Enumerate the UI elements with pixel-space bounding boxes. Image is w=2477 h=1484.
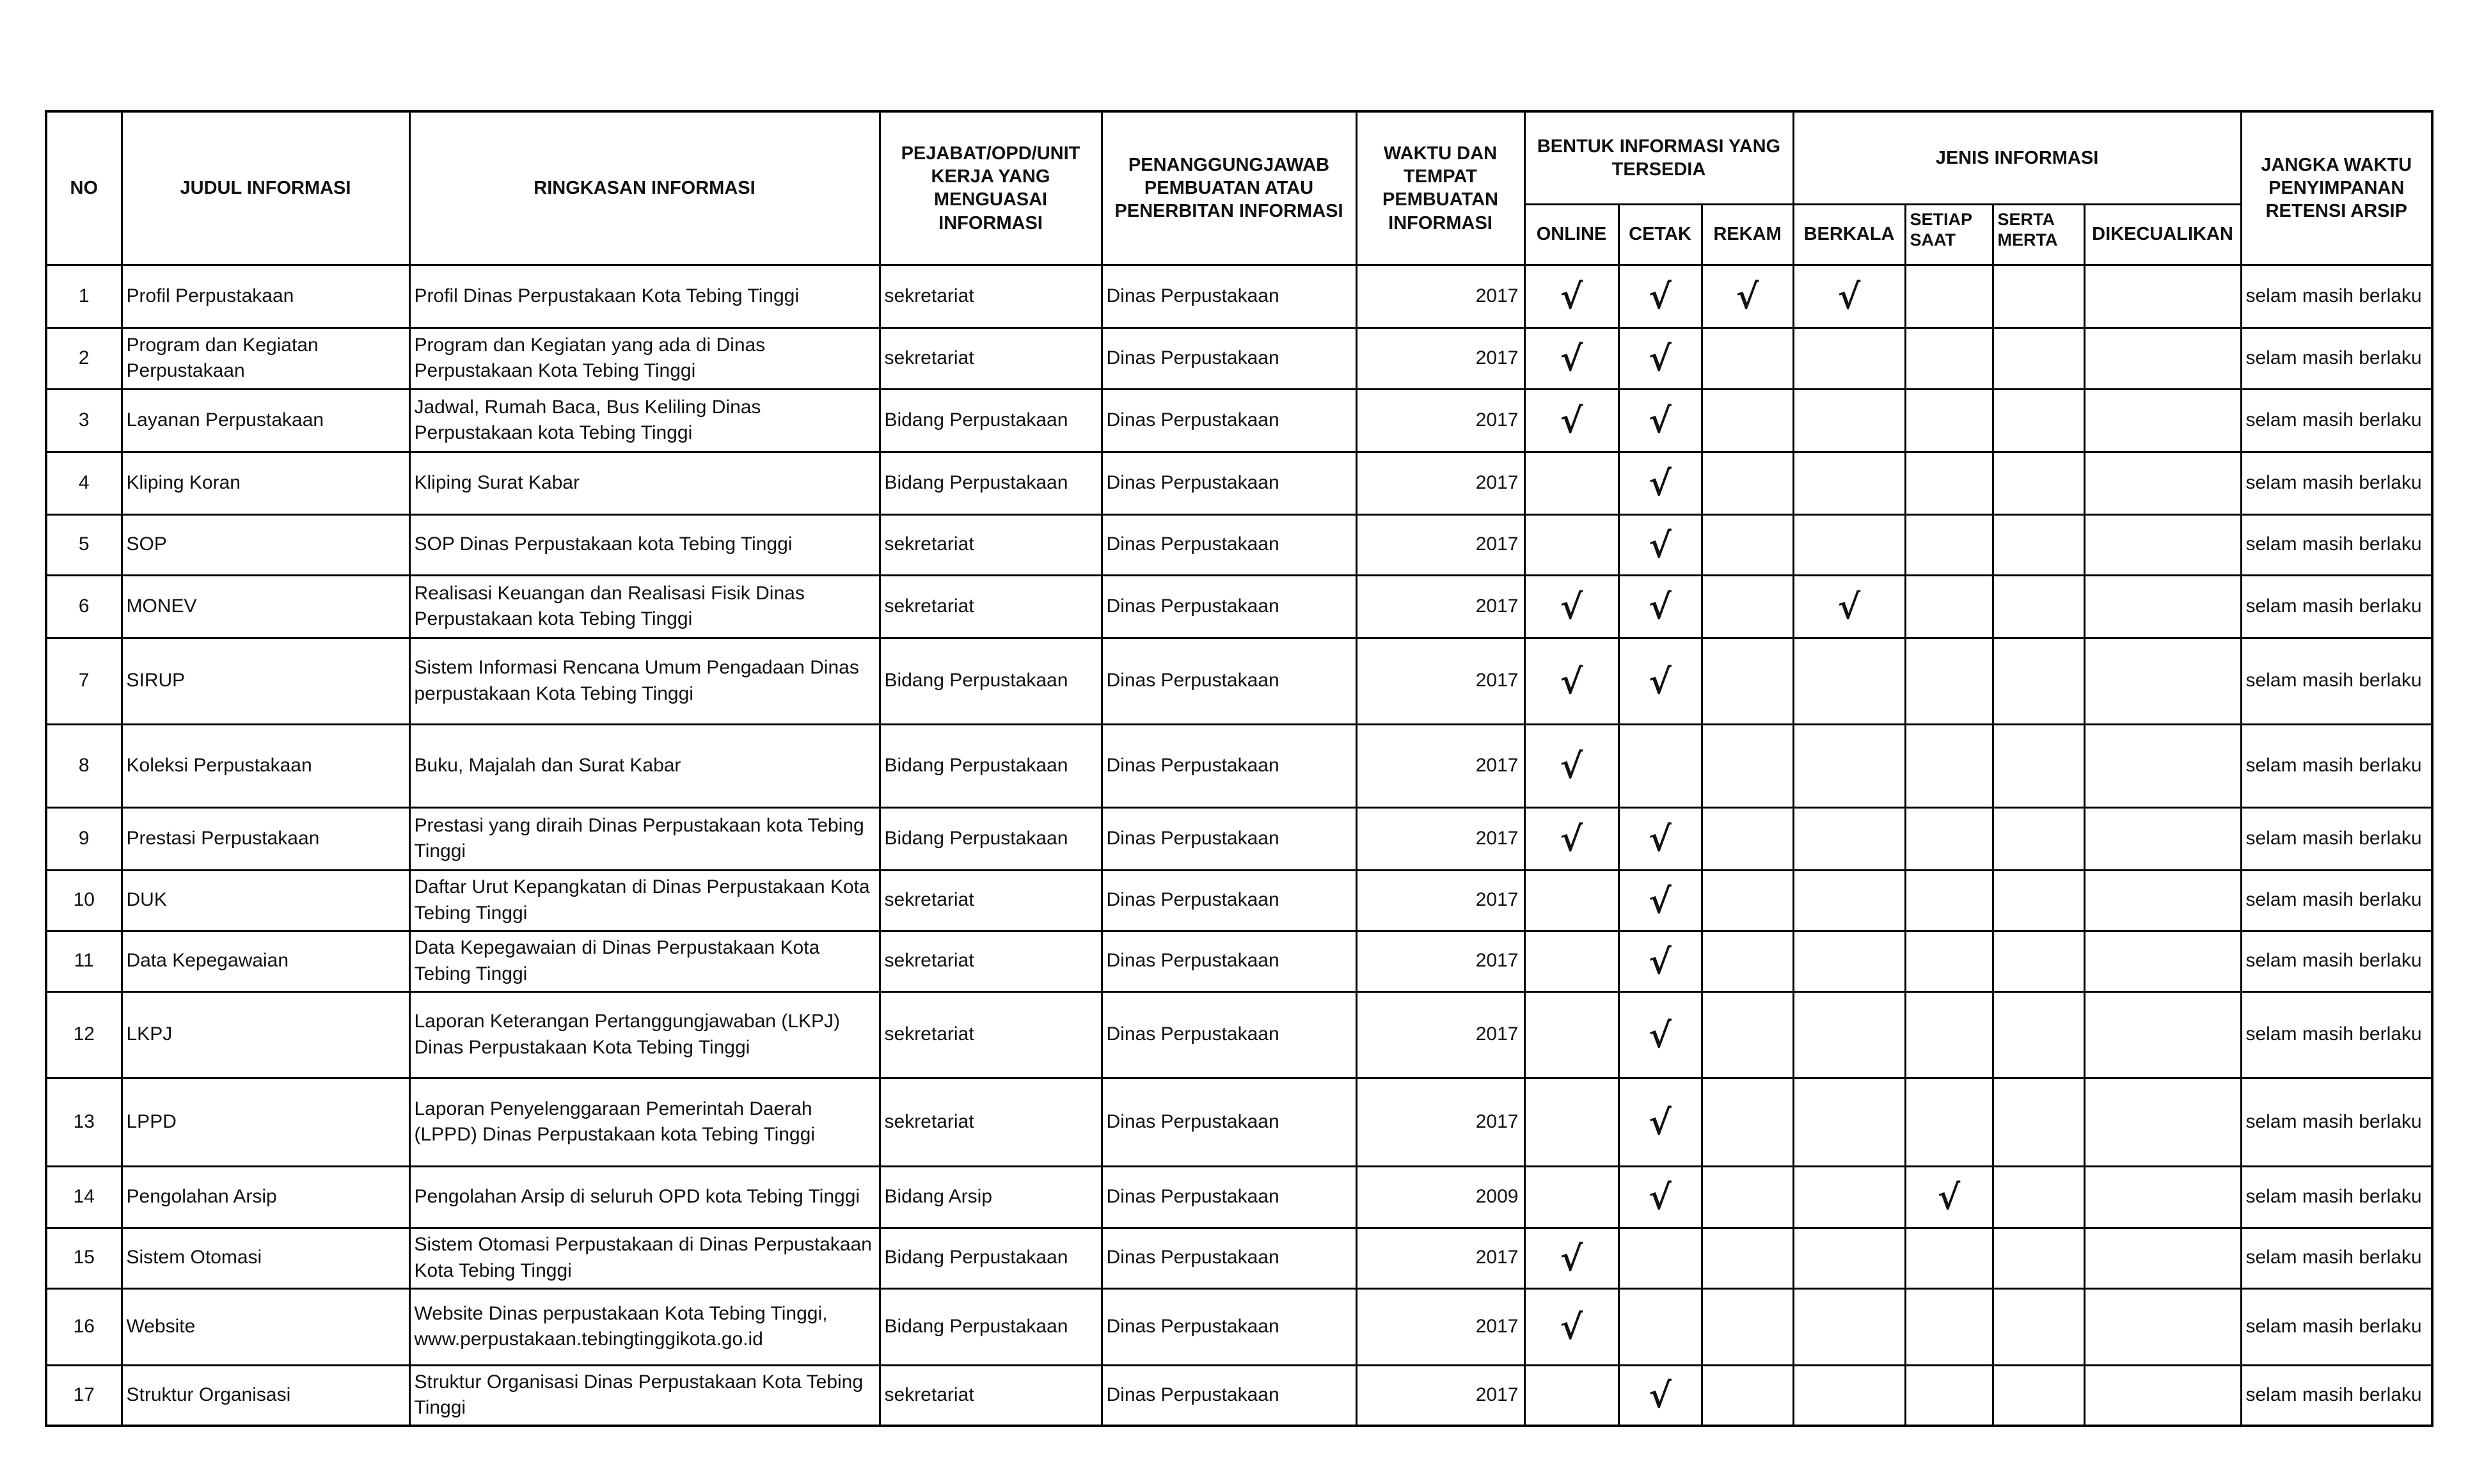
cell-pejabat: Bidang Perpustakaan: [880, 1288, 1102, 1365]
cell-waktu: 2017: [1356, 1227, 1524, 1288]
cell-waktu: 2017: [1356, 575, 1524, 638]
cell-penanggungjawab: Dinas Perpustakaan: [1102, 870, 1356, 931]
cell-pejabat: sekretariat: [880, 991, 1102, 1078]
cell-jangka-waktu: selam masih berlaku: [2241, 452, 2432, 514]
check-serta-merta-icon: [1993, 991, 2084, 1078]
check-berkala-icon: [1793, 1078, 1905, 1166]
check-serta-merta-icon: [1993, 931, 2084, 991]
check-rekam-icon: [1702, 575, 1793, 638]
cell-jangka-waktu: selam masih berlaku: [2241, 638, 2432, 724]
check-online-icon: √: [1524, 1227, 1618, 1288]
check-cetak-icon: √: [1618, 870, 1702, 931]
table-row: [46, 1078, 2432, 1166]
cell-pejabat: sekretariat: [880, 575, 1102, 638]
check-setiap-saat-icon: [1905, 452, 1993, 514]
cell-judul: DUK: [122, 870, 409, 931]
cell-judul: Layanan Perpustakaan: [122, 389, 409, 452]
check-dikecualikan-icon: [2084, 870, 2241, 931]
check-dikecualikan-icon: [2084, 991, 2241, 1078]
cell-penanggungjawab: Dinas Perpustakaan: [1102, 724, 1356, 807]
cell-ringkasan: Sistem Otomasi Perpustakaan di Dinas Perpustakaan Kota Tebing Tinggi: [409, 1227, 880, 1288]
check-cetak-icon: √: [1618, 1166, 1702, 1227]
cell-ringkasan: Struktur Organisasi Dinas Perpustakaan Kota Tebing Tinggi: [409, 1365, 880, 1426]
cell-waktu: 2017: [1356, 807, 1524, 870]
check-cetak-icon: √: [1618, 452, 1702, 514]
header-waktu: WAKTU DAN TEMPAT PEMBUATAN INFORMASI: [1356, 111, 1524, 265]
cell-ringkasan: Pengolahan Arsip di seluruh OPD kota Tebing Tinggi: [409, 1166, 880, 1227]
cell-jangka-waktu: selam masih berlaku: [2241, 1365, 2432, 1426]
cell-penanggungjawab: Dinas Perpustakaan: [1102, 1227, 1356, 1288]
header-serta-merta: SERTA MERTA: [1993, 204, 2084, 265]
header-bentuk-informasi: BENTUK INFORMASI YANG TERSEDIA: [1524, 111, 1793, 204]
cell-judul: LKPJ: [122, 991, 409, 1078]
cell-waktu: 2009: [1356, 1166, 1524, 1227]
check-online-icon: √: [1524, 389, 1618, 452]
cell-pejabat: sekretariat: [880, 870, 1102, 931]
cell-no: 1: [46, 265, 122, 328]
cell-jangka-waktu: selam masih berlaku: [2241, 724, 2432, 807]
check-berkala-icon: [1793, 1288, 1905, 1365]
check-dikecualikan-icon: [2084, 265, 2241, 328]
cell-waktu: 2017: [1356, 638, 1524, 724]
cell-ringkasan: Buku, Majalah dan Surat Kabar: [409, 724, 880, 807]
cell-jangka-waktu: selam masih berlaku: [2241, 328, 2432, 389]
cell-ringkasan: Prestasi yang diraih Dinas Perpustakaan kota Tebing Tinggi: [409, 807, 880, 870]
table-row: [46, 1288, 2432, 1365]
table-row: [46, 328, 2432, 389]
check-cetak-icon: √: [1618, 1078, 1702, 1166]
header-jenis-informasi: JENIS INFORMASI: [1793, 111, 2241, 204]
header-ringkasan: RINGKASAN INFORMASI: [409, 111, 880, 265]
cell-ringkasan: Program dan Kegiatan yang ada di Dinas Perpustakaan Kota Tebing Tinggi: [409, 328, 880, 389]
check-online-icon: [1524, 1078, 1618, 1166]
cell-judul: LPPD: [122, 1078, 409, 1166]
check-serta-merta-icon: [1993, 328, 2084, 389]
check-dikecualikan-icon: [2084, 1078, 2241, 1166]
information-list-document: [45, 110, 2433, 1427]
cell-jangka-waktu: selam masih berlaku: [2241, 1288, 2432, 1365]
cell-penanggungjawab: Dinas Perpustakaan: [1102, 328, 1356, 389]
check-dikecualikan-icon: [2084, 931, 2241, 991]
cell-pejabat: sekretariat: [880, 265, 1102, 328]
cell-penanggungjawab: Dinas Perpustakaan: [1102, 1288, 1356, 1365]
check-berkala-icon: [1793, 514, 1905, 575]
cell-waktu: 2017: [1356, 389, 1524, 452]
cell-pejabat: sekretariat: [880, 514, 1102, 575]
check-dikecualikan-icon: [2084, 1365, 2241, 1426]
cell-no: 9: [46, 807, 122, 870]
check-online-icon: [1524, 931, 1618, 991]
header-dikecualikan: DIKECUALIKAN: [2084, 204, 2241, 265]
check-setiap-saat-icon: [1905, 575, 1993, 638]
cell-judul: Data Kepegawaian: [122, 931, 409, 991]
check-rekam-icon: [1702, 1227, 1793, 1288]
cell-judul: Kliping Koran: [122, 452, 409, 514]
check-serta-merta-icon: [1993, 1288, 2084, 1365]
cell-ringkasan: Laporan Keterangan Pertanggungjawaban (LKPJ) Dinas Perpustakaan Kota Tebing Tinggi: [409, 991, 880, 1078]
cell-penanggungjawab: Dinas Perpustakaan: [1102, 1365, 1356, 1426]
cell-waktu: 2017: [1356, 870, 1524, 931]
check-serta-merta-icon: [1993, 638, 2084, 724]
check-berkala-icon: [1793, 991, 1905, 1078]
cell-penanggungjawab: Dinas Perpustakaan: [1102, 575, 1356, 638]
cell-no: 10: [46, 870, 122, 931]
cell-ringkasan: SOP Dinas Perpustakaan kota Tebing Tinggi: [409, 514, 880, 575]
cell-no: 11: [46, 931, 122, 991]
check-rekam-icon: [1702, 991, 1793, 1078]
check-setiap-saat-icon: [1905, 1078, 1993, 1166]
check-online-icon: [1524, 991, 1618, 1078]
table-row: [46, 870, 2432, 931]
check-rekam-icon: [1702, 1365, 1793, 1426]
cell-ringkasan: Jadwal, Rumah Baca, Bus Keliling Dinas Perpustakaan kota Tebing Tinggi: [409, 389, 880, 452]
check-setiap-saat-icon: [1905, 807, 1993, 870]
header-rekam: REKAM: [1702, 204, 1793, 265]
table-row: [46, 1227, 2432, 1288]
check-serta-merta-icon: [1993, 1078, 2084, 1166]
cell-jangka-waktu: selam masih berlaku: [2241, 1166, 2432, 1227]
check-setiap-saat-icon: [1905, 1288, 1993, 1365]
check-rekam-icon: [1702, 514, 1793, 575]
check-dikecualikan-icon: [2084, 389, 2241, 452]
cell-judul: Profil Perpustakaan: [122, 265, 409, 328]
cell-no: 7: [46, 638, 122, 724]
table-row: [46, 575, 2432, 638]
cell-judul: SIRUP: [122, 638, 409, 724]
header-judul: JUDUL INFORMASI: [122, 111, 409, 265]
cell-pejabat: sekretariat: [880, 1365, 1102, 1426]
table-row: [46, 514, 2432, 575]
check-cetak-icon: √: [1618, 991, 1702, 1078]
check-rekam-icon: √: [1702, 265, 1793, 328]
check-rekam-icon: [1702, 807, 1793, 870]
cell-penanggungjawab: Dinas Perpustakaan: [1102, 452, 1356, 514]
cell-judul: Sistem Otomasi: [122, 1227, 409, 1288]
cell-waktu: 2017: [1356, 265, 1524, 328]
cell-jangka-waktu: selam masih berlaku: [2241, 514, 2432, 575]
cell-judul: Pengolahan Arsip: [122, 1166, 409, 1227]
check-berkala-icon: √: [1793, 575, 1905, 638]
table-row: [46, 1365, 2432, 1426]
header-row-1: [46, 111, 2432, 204]
check-berkala-icon: [1793, 931, 1905, 991]
check-berkala-icon: [1793, 638, 1905, 724]
check-cetak-icon: √: [1618, 575, 1702, 638]
cell-pejabat: Bidang Perpustakaan: [880, 807, 1102, 870]
check-dikecualikan-icon: [2084, 575, 2241, 638]
check-setiap-saat-icon: [1905, 1227, 1993, 1288]
check-cetak-icon: √: [1618, 638, 1702, 724]
cell-jangka-waktu: selam masih berlaku: [2241, 807, 2432, 870]
cell-ringkasan: Realisasi Keuangan dan Realisasi Fisik Dinas Perpustakaan kota Tebing Tinggi: [409, 575, 880, 638]
table-row: [46, 452, 2432, 514]
cell-jangka-waktu: selam masih berlaku: [2241, 389, 2432, 452]
check-online-icon: [1524, 514, 1618, 575]
cell-ringkasan: Profil Dinas Perpustakaan Kota Tebing Tinggi: [409, 265, 880, 328]
check-berkala-icon: [1793, 870, 1905, 931]
check-serta-merta-icon: [1993, 870, 2084, 931]
cell-no: 17: [46, 1365, 122, 1426]
cell-jangka-waktu: selam masih berlaku: [2241, 991, 2432, 1078]
check-berkala-icon: [1793, 1227, 1905, 1288]
check-berkala-icon: [1793, 1365, 1905, 1426]
check-cetak-icon: [1618, 1227, 1702, 1288]
check-serta-merta-icon: [1993, 265, 2084, 328]
table-row: [46, 931, 2432, 991]
cell-no: 15: [46, 1227, 122, 1288]
check-dikecualikan-icon: [2084, 1227, 2241, 1288]
check-cetak-icon: √: [1618, 807, 1702, 870]
cell-jangka-waktu: selam masih berlaku: [2241, 1078, 2432, 1166]
cell-waktu: 2017: [1356, 328, 1524, 389]
table-row: [46, 724, 2432, 807]
check-rekam-icon: [1702, 870, 1793, 931]
check-setiap-saat-icon: [1905, 991, 1993, 1078]
cell-judul: SOP: [122, 514, 409, 575]
cell-no: 4: [46, 452, 122, 514]
check-rekam-icon: [1702, 328, 1793, 389]
check-berkala-icon: [1793, 389, 1905, 452]
cell-judul: Website: [122, 1288, 409, 1365]
cell-waktu: 2017: [1356, 452, 1524, 514]
check-rekam-icon: [1702, 1078, 1793, 1166]
check-rekam-icon: [1702, 452, 1793, 514]
check-serta-merta-icon: [1993, 1227, 2084, 1288]
cell-waktu: 2017: [1356, 514, 1524, 575]
table-row: [46, 1166, 2432, 1227]
check-setiap-saat-icon: [1905, 514, 1993, 575]
cell-ringkasan: Website Dinas perpustakaan Kota Tebing Tinggi, www.perpustakaan.tebingtinggikota.go.id: [409, 1288, 880, 1365]
cell-ringkasan: Kliping Surat Kabar: [409, 452, 880, 514]
cell-penanggungjawab: Dinas Perpustakaan: [1102, 1166, 1356, 1227]
cell-judul: Koleksi Perpustakaan: [122, 724, 409, 807]
cell-judul: Program dan Kegiatan Perpustakaan: [122, 328, 409, 389]
check-online-icon: [1524, 452, 1618, 514]
cell-waktu: 2017: [1356, 1288, 1524, 1365]
check-cetak-icon: √: [1618, 265, 1702, 328]
check-dikecualikan-icon: [2084, 328, 2241, 389]
cell-pejabat: sekretariat: [880, 328, 1102, 389]
check-setiap-saat-icon: [1905, 870, 1993, 931]
table-row: [46, 991, 2432, 1078]
header-no: NO: [46, 111, 122, 265]
cell-no: 2: [46, 328, 122, 389]
cell-jangka-waktu: selam masih berlaku: [2241, 931, 2432, 991]
cell-no: 13: [46, 1078, 122, 1166]
cell-no: 8: [46, 724, 122, 807]
cell-pejabat: Bidang Perpustakaan: [880, 389, 1102, 452]
cell-waktu: 2017: [1356, 1365, 1524, 1426]
cell-pejabat: sekretariat: [880, 931, 1102, 991]
cell-penanggungjawab: Dinas Perpustakaan: [1102, 807, 1356, 870]
cell-penanggungjawab: Dinas Perpustakaan: [1102, 389, 1356, 452]
cell-ringkasan: Sistem Informasi Rencana Umum Pengadaan Dinas perpustakaan Kota Tebing Tinggi: [409, 638, 880, 724]
cell-no: 16: [46, 1288, 122, 1365]
check-dikecualikan-icon: [2084, 638, 2241, 724]
check-setiap-saat-icon: [1905, 1365, 1993, 1426]
check-setiap-saat-icon: [1905, 265, 1993, 328]
check-berkala-icon: [1793, 1166, 1905, 1227]
cell-penanggungjawab: Dinas Perpustakaan: [1102, 1078, 1356, 1166]
cell-no: 12: [46, 991, 122, 1078]
cell-waktu: 2017: [1356, 931, 1524, 991]
header-online: ONLINE: [1524, 204, 1618, 265]
cell-pejabat: Bidang Arsip: [880, 1166, 1102, 1227]
table-body: [46, 265, 2432, 1426]
table-row: [46, 389, 2432, 452]
cell-ringkasan: Laporan Penyelenggaraan Pemerintah Daerah (LPPD) Dinas Perpustakaan kota Tebing Tinggi: [409, 1078, 880, 1166]
check-dikecualikan-icon: [2084, 514, 2241, 575]
check-serta-merta-icon: [1993, 389, 2084, 452]
check-cetak-icon: √: [1618, 328, 1702, 389]
check-serta-merta-icon: [1993, 452, 2084, 514]
check-online-icon: [1524, 870, 1618, 931]
cell-ringkasan: Data Kepegawaian di Dinas Perpustakaan Kota Tebing Tinggi: [409, 931, 880, 991]
check-rekam-icon: [1702, 1288, 1793, 1365]
cell-judul: Struktur Organisasi: [122, 1365, 409, 1426]
table-row: [46, 807, 2432, 870]
check-berkala-icon: [1793, 328, 1905, 389]
check-setiap-saat-icon: [1905, 638, 1993, 724]
cell-pejabat: sekretariat: [880, 1078, 1102, 1166]
table-row: [46, 638, 2432, 724]
header-penanggungjawab: PENANGGUNGJAWAB PEMBUATAN ATAU PENERBITAN INFORMASI: [1102, 111, 1356, 265]
cell-waktu: 2017: [1356, 724, 1524, 807]
table-row: [46, 265, 2432, 328]
check-online-icon: √: [1524, 1288, 1618, 1365]
check-cetak-icon: √: [1618, 389, 1702, 452]
check-cetak-icon: √: [1618, 514, 1702, 575]
header-pejabat: PEJABAT/OPD/UNIT KERJA YANG MENGUASAI INFORMASI: [880, 111, 1102, 265]
check-online-icon: √: [1524, 807, 1618, 870]
cell-ringkasan: Daftar Urut Kepangkatan di Dinas Perpustakaan Kota Tebing Tinggi: [409, 870, 880, 931]
check-berkala-icon: [1793, 724, 1905, 807]
cell-pejabat: Bidang Perpustakaan: [880, 452, 1102, 514]
check-rekam-icon: [1702, 1166, 1793, 1227]
check-cetak-icon: [1618, 1288, 1702, 1365]
check-cetak-icon: √: [1618, 931, 1702, 991]
check-dikecualikan-icon: [2084, 724, 2241, 807]
cell-no: 5: [46, 514, 122, 575]
check-berkala-icon: [1793, 452, 1905, 514]
check-dikecualikan-icon: [2084, 807, 2241, 870]
cell-judul: Prestasi Perpustakaan: [122, 807, 409, 870]
cell-waktu: 2017: [1356, 1078, 1524, 1166]
cell-no: 6: [46, 575, 122, 638]
cell-jangka-waktu: selam masih berlaku: [2241, 265, 2432, 328]
check-setiap-saat-icon: [1905, 724, 1993, 807]
check-serta-merta-icon: [1993, 514, 2084, 575]
check-setiap-saat-icon: √: [1905, 1166, 1993, 1227]
header-jangka-waktu: JANGKA WAKTU PENYIMPANAN RETENSI ARSIP: [2241, 111, 2432, 265]
cell-penanggungjawab: Dinas Perpustakaan: [1102, 931, 1356, 991]
check-serta-merta-icon: [1993, 575, 2084, 638]
header-berkala: BERKALA: [1793, 204, 1905, 265]
cell-jangka-waktu: selam masih berlaku: [2241, 1227, 2432, 1288]
check-dikecualikan-icon: [2084, 1166, 2241, 1227]
cell-no: 14: [46, 1166, 122, 1227]
cell-waktu: 2017: [1356, 991, 1524, 1078]
check-dikecualikan-icon: [2084, 1288, 2241, 1365]
check-online-icon: √: [1524, 638, 1618, 724]
check-online-icon: [1524, 1365, 1618, 1426]
cell-penanggungjawab: Dinas Perpustakaan: [1102, 638, 1356, 724]
check-online-icon: √: [1524, 265, 1618, 328]
cell-no: 3: [46, 389, 122, 452]
cell-pejabat: Bidang Perpustakaan: [880, 1227, 1102, 1288]
check-setiap-saat-icon: [1905, 389, 1993, 452]
check-rekam-icon: [1702, 724, 1793, 807]
header-cetak: CETAK: [1618, 204, 1702, 265]
cell-penanggungjawab: Dinas Perpustakaan: [1102, 514, 1356, 575]
check-setiap-saat-icon: [1905, 328, 1993, 389]
check-serta-merta-icon: [1993, 1365, 2084, 1426]
check-online-icon: √: [1524, 724, 1618, 807]
check-setiap-saat-icon: [1905, 931, 1993, 991]
cell-judul: MONEV: [122, 575, 409, 638]
check-cetak-icon: [1618, 724, 1702, 807]
check-online-icon: [1524, 1166, 1618, 1227]
check-serta-merta-icon: [1993, 807, 2084, 870]
check-online-icon: √: [1524, 328, 1618, 389]
check-online-icon: √: [1524, 575, 1618, 638]
check-cetak-icon: √: [1618, 1365, 1702, 1426]
cell-penanggungjawab: Dinas Perpustakaan: [1102, 265, 1356, 328]
check-berkala-icon: √: [1793, 265, 1905, 328]
cell-pejabat: Bidang Perpustakaan: [880, 638, 1102, 724]
check-dikecualikan-icon: [2084, 452, 2241, 514]
header-setiap-saat: SETIAP SAAT: [1905, 204, 1993, 265]
check-serta-merta-icon: [1993, 1166, 2084, 1227]
check-rekam-icon: [1702, 638, 1793, 724]
check-rekam-icon: [1702, 389, 1793, 452]
check-berkala-icon: [1793, 807, 1905, 870]
cell-pejabat: Bidang Perpustakaan: [880, 724, 1102, 807]
check-rekam-icon: [1702, 931, 1793, 991]
cell-jangka-waktu: selam masih berlaku: [2241, 870, 2432, 931]
cell-jangka-waktu: selam masih berlaku: [2241, 575, 2432, 638]
check-serta-merta-icon: [1993, 724, 2084, 807]
information-table: [45, 110, 2433, 1427]
cell-penanggungjawab: Dinas Perpustakaan: [1102, 991, 1356, 1078]
